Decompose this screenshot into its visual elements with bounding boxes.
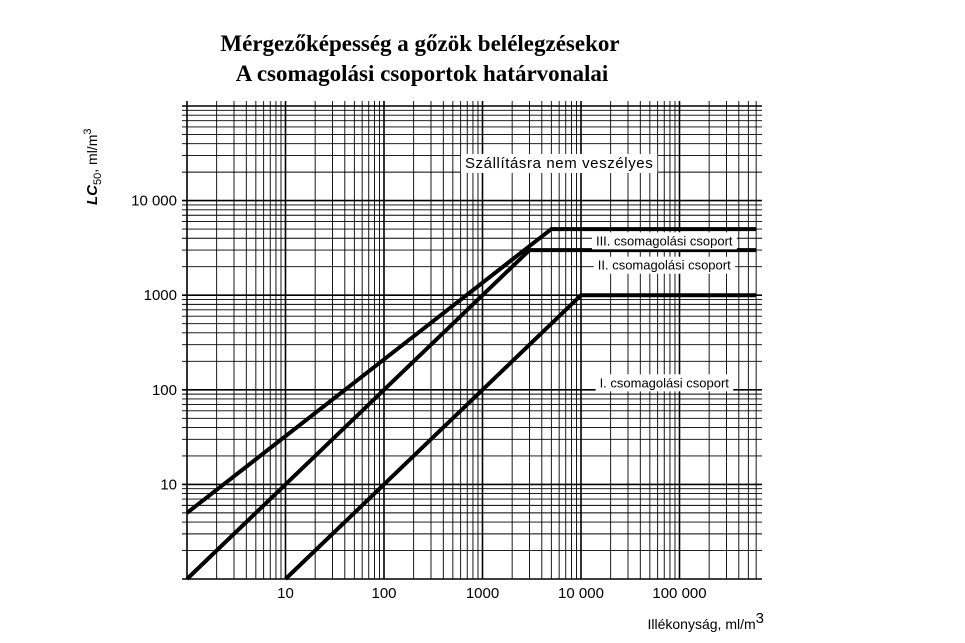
annotation-label: I. csomagolási csoport [599, 375, 729, 391]
chart-title-line-1: Mérgezőképesség a gőzök belélegzésekor [220, 31, 620, 56]
x-tick-label: 10 000 [558, 585, 604, 602]
y-axis-label-prefix: LC [84, 185, 101, 205]
y-tick-label: 100 [151, 381, 177, 399]
y-tick-label: 1000 [143, 287, 177, 305]
x-tick-label: 100 000 [652, 585, 707, 602]
y-axis-label [82, 129, 104, 205]
y-axis-label-sup: 3 [82, 128, 94, 135]
x-axis-label [648, 610, 765, 632]
y-axis-label-unit: , ml/m [84, 134, 100, 173]
y-tick-label: 10 [160, 476, 177, 494]
x-axis-label-text: Illékonyság, ml/m [647, 616, 756, 632]
x-tick-label: 10 [277, 585, 294, 602]
y-tick-label: 10 000 [131, 192, 177, 210]
chart-title-line-2: A csomagolási csoportok határvonalai [235, 61, 609, 86]
annotation-label: III. csomagolási csoport [595, 233, 733, 249]
x-tick-label: 100 [371, 585, 397, 602]
annotation-label: II. csomagolási csoport [597, 257, 731, 273]
series-line-3 [286, 295, 757, 579]
x-tick-label: 1000 [465, 585, 500, 602]
y-axis-label-sub: 50 [92, 172, 104, 185]
tick-labels [131, 193, 707, 602]
annotation-label: Szállításra nem veszélyes [464, 154, 654, 172]
x-axis-label-sup: 3 [755, 610, 764, 627]
annotations [461, 154, 737, 391]
